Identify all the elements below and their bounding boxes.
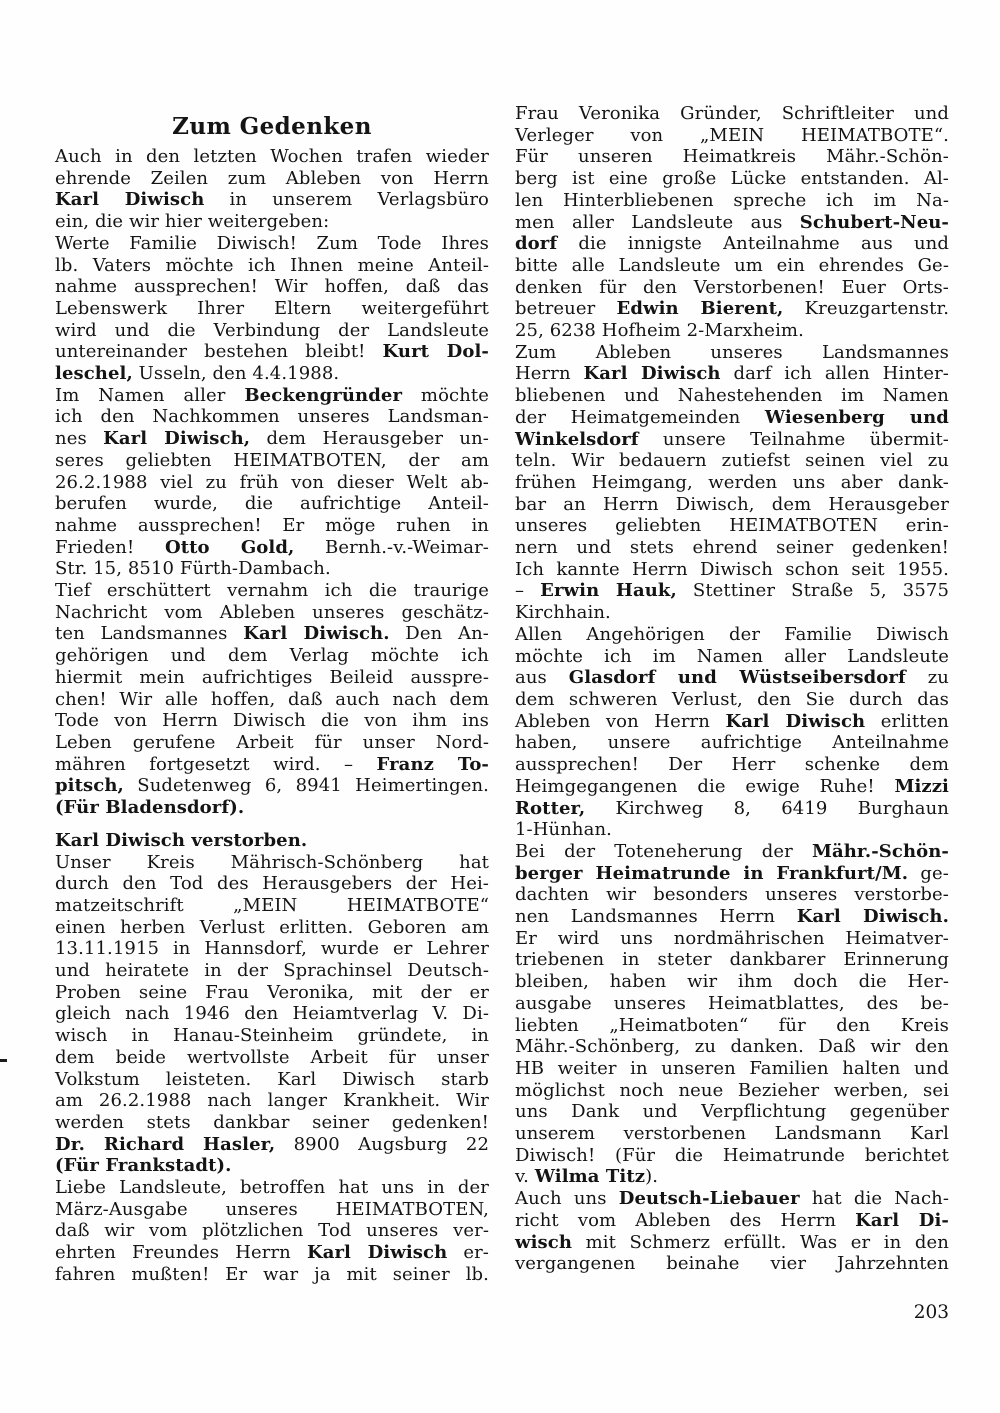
bold-text-run: Wilma Titz [534, 1166, 646, 1188]
text-run: Herrn [515, 363, 584, 385]
text-line [515, 429, 949, 451]
text-run: bar an Herrn Diwisch, dem Herausgeber [515, 493, 949, 515]
text-line [55, 537, 489, 559]
text-run: uns Dank und Verpflichtung gegenüber [515, 1101, 949, 1123]
text-line [515, 342, 949, 364]
bold-text-run: Karl Diwisch verstorben. [55, 829, 308, 851]
text-line [55, 1134, 489, 1156]
column-left [55, 112, 489, 1286]
text-line [515, 537, 949, 559]
text-line [55, 580, 489, 602]
text-run: nen Landsmannes Herrn [515, 906, 797, 928]
text-run: Auch in den letzten Wochen trafen wieder [55, 146, 489, 167]
text-run: Für unseren Heimatkreis Mähr.-Schön- [515, 146, 949, 168]
text-line [55, 1220, 489, 1242]
text-line [515, 949, 949, 971]
text-line [55, 830, 489, 852]
text-line [515, 1166, 949, 1188]
text-run: 8900 Augsburg 22 [275, 1133, 489, 1155]
text-line [55, 1264, 489, 1286]
bold-text-run: (Für Frankstadt). [55, 1155, 232, 1177]
text-run: aus [515, 667, 569, 689]
text-line [515, 559, 949, 581]
text-line [515, 1145, 949, 1167]
text-run: Stettiner Straße 5, 3575 [676, 580, 949, 602]
text-run: berg ist eine große Lücke entstanden. Al- [515, 168, 949, 190]
text-line [515, 776, 949, 798]
bold-text-run: Karl Diwisch. [796, 906, 949, 928]
text-run: dem beide wertvollste Arbeit für unser [55, 1046, 489, 1068]
text-line [515, 407, 949, 429]
text-line [515, 320, 949, 342]
text-run: Ableben von Herrn [515, 710, 726, 732]
article-subheading [55, 830, 489, 852]
text-run: fahren mußten! Er war ja mit seiner lb. [55, 1263, 489, 1285]
text-run: Tief erschüttert vernahm ich die traurige [55, 580, 489, 602]
paragraph [55, 233, 489, 385]
text-run: Ich kannte Herrn Diwisch schon seit 1955. [515, 558, 949, 580]
text-run: möchte ich im Namen aller Landsleute [515, 645, 949, 667]
text-line [55, 732, 489, 754]
text-line [55, 873, 489, 895]
text-run: – [515, 580, 541, 602]
text-line [55, 233, 489, 255]
text-line [55, 146, 489, 168]
text-run: ehrende Zeilen zum Ableben von Herrn [55, 167, 489, 189]
text-line [55, 558, 489, 580]
bold-text-run: Mizzi [894, 775, 949, 797]
text-run: unseres geliebten HEIMATBOTEN erin- [515, 515, 949, 537]
text-line [55, 1069, 489, 1091]
text-run: liebten „Heimatboten“ für den Kreis [515, 1014, 949, 1036]
text-run: untereinander bestehen bleibt! [55, 341, 383, 363]
text-run: Leben gerufene Arbeit für unser Nord- [55, 731, 489, 753]
bold-text-run: Rotter, [515, 797, 586, 819]
text-run: v. [515, 1166, 535, 1188]
bold-text-run: leschel, [55, 363, 133, 385]
text-run: Kreuzgartenstr. [783, 298, 950, 320]
text-line [515, 798, 949, 820]
text-run: durch den Tod des Herausgebers der Hei- [55, 873, 489, 895]
text-line [55, 960, 489, 982]
bold-text-run: Otto Gold, [164, 536, 295, 558]
text-line [515, 841, 949, 863]
scan-artifact-mark [0, 1059, 7, 1062]
bold-text-run: Glasdorf und Wüstseibersdorf [568, 667, 906, 689]
text-line [515, 819, 949, 841]
text-line [515, 1253, 949, 1275]
text-run: möglichst noch neue Bezieher werben, sei [515, 1079, 949, 1101]
text-line [55, 1155, 489, 1177]
bold-text-run: pitsch, [55, 775, 124, 797]
text-line [55, 895, 489, 917]
text-line [55, 276, 489, 298]
text-line [55, 754, 489, 776]
text-run: chen! Wir alle hoffen, daß auch nach dem [55, 688, 489, 710]
text-line [515, 494, 949, 516]
bold-text-run: Wiesenberg und [764, 406, 949, 428]
text-line [515, 580, 949, 602]
text-line [55, 255, 489, 277]
text-line [515, 711, 949, 733]
text-line [515, 298, 949, 320]
text-run: Bei der Toteneherung der [515, 840, 812, 862]
bold-text-run: Karl Diwisch [725, 710, 866, 732]
text-line [515, 928, 949, 950]
text-line [55, 450, 489, 472]
bold-text-run: Karl Diwisch. [243, 623, 390, 645]
text-line [55, 320, 489, 342]
text-run: triebenen in steter dankbarer Erinnerung [515, 949, 949, 971]
column-right [515, 103, 949, 1275]
text-run: Volkstum leisteten. Karl Diwisch starb [55, 1068, 489, 1090]
bold-text-run: Karl Diwisch [306, 1242, 448, 1264]
text-run: betreuer [515, 298, 617, 320]
text-run: die innigste Anteilnahme aus und [557, 233, 949, 255]
text-line [55, 689, 489, 711]
text-line [55, 168, 489, 190]
text-run: nern und stets ehrend seiner gedenken! [515, 537, 949, 559]
text-run: teln. Wir bedauern zutiefst seinen viel zu [515, 450, 949, 472]
text-line [515, 602, 949, 624]
text-line [55, 493, 489, 515]
text-run: nes [55, 428, 104, 450]
text-run: ge- [908, 862, 949, 884]
text-run: erlitten [865, 710, 950, 732]
text-run: bliebenen und Nahestehenden im Namen [515, 385, 949, 407]
text-line [515, 168, 949, 190]
text-run: dachten wir besonders unseres verstorbe- [515, 884, 949, 906]
text-run: vergangenen beinahe vier Jahrzehnten [515, 1253, 949, 1275]
text-line [515, 385, 949, 407]
text-line [55, 363, 489, 385]
text-run: mähren fortgesetzt wird. – [55, 753, 377, 775]
bold-text-run: Karl Diwisch, [103, 428, 251, 450]
text-run: Tode von Herrn Diwisch die von ihm ins [55, 710, 489, 732]
text-run: nahme aussprechen! Wir hoffen, daß das [55, 276, 489, 298]
text-run: bitte alle Landsleute um ein ehrendes Ge- [515, 254, 949, 276]
text-run: Lebenswerk Ihrer Eltern weitergeführt [55, 297, 489, 319]
text-line [515, 1123, 949, 1145]
text-run: Heimgegangenen die ewige Ruhe! [515, 775, 895, 797]
text-run: seres geliebten HEIMATBOTEN, der am [55, 449, 489, 471]
bold-text-run: (Für Bladensdorf). [55, 797, 245, 819]
text-line [515, 363, 949, 385]
text-line [55, 1199, 489, 1221]
text-run: Proben seine Frau Veronika, mit der er [55, 981, 489, 1003]
bold-text-run: Karl Diwisch [583, 363, 721, 385]
text-line [515, 472, 949, 494]
text-line [515, 863, 949, 885]
text-line [55, 341, 489, 363]
text-run: 1-Hünhan. [515, 819, 612, 841]
text-line [55, 797, 489, 819]
text-run: Werte Familie Diwisch! Zum Tode Ihres [55, 232, 489, 254]
text-run: richt vom Ableben des Herrn [515, 1209, 856, 1231]
text-line [55, 428, 489, 450]
text-run: ten Landsmannes [55, 623, 244, 645]
text-run: einen herben Verlust erlitten. Geboren am [55, 916, 489, 938]
text-line [515, 1036, 949, 1058]
text-run: wird und die Verbindung der Landsleute [55, 319, 489, 341]
paragraph [55, 385, 489, 580]
text-run: dem schweren Verlust, den Sie durch das [515, 688, 949, 710]
text-line [55, 1242, 489, 1264]
text-line [515, 646, 949, 668]
text-line [515, 277, 949, 299]
paragraph [515, 103, 949, 342]
text-run: werden stets dankbar seiner gedenken! [55, 1111, 489, 1133]
text-run: gehörigen und dem Verlag möchte ich [55, 645, 489, 667]
text-run: daß wir vom plötzlichen Tod unseres ver- [55, 1220, 489, 1242]
text-run: und heiratete in der Sprachinsel Deutsch- [55, 960, 489, 982]
text-run: 26.2.1988 viel zu früh von dieser Welt ab- [55, 471, 489, 493]
text-line [55, 211, 489, 233]
paragraph [515, 624, 949, 841]
text-run: Kirchhain. [515, 602, 611, 624]
text-run: ). [645, 1166, 659, 1188]
text-line [55, 1177, 489, 1199]
paragraph [515, 841, 949, 1188]
bold-text-run: Beckengründer [244, 384, 403, 406]
text-line [515, 1015, 949, 1037]
text-line [515, 450, 949, 472]
text-line [55, 710, 489, 732]
text-line [55, 472, 489, 494]
text-line [515, 1080, 949, 1102]
text-run: Unser Kreis Mährisch-Schönberg hat [55, 851, 489, 873]
text-run: Nachricht vom Ableben unseres geschätz- [55, 601, 489, 623]
text-line [55, 623, 489, 645]
text-run: Usseln, den 4.4.1988. [132, 363, 340, 385]
text-line [515, 732, 949, 754]
text-run: ich den Nachkommen unseres Landsman- [55, 406, 489, 428]
text-line [515, 993, 949, 1015]
bold-text-run: Karl Di- [855, 1209, 949, 1231]
text-line [55, 982, 489, 1004]
text-run: Frau Veronika Gründer, Schriftleiter und [515, 103, 949, 124]
text-run: dem Herausgeber un- [250, 428, 489, 450]
text-run: am 26.2.1988 nach langer Krankheit. Wir [55, 1090, 489, 1112]
text-line [515, 103, 949, 125]
text-line [55, 667, 489, 689]
text-run: Mähr.-Schönberg, zu danken. Daß wir den [515, 1036, 949, 1058]
text-line [515, 1101, 949, 1123]
text-run: Zum Ableben unseres Landsmannes [515, 341, 949, 363]
bold-text-run: Deutsch-Liebauer [618, 1188, 800, 1210]
text-run: unsere Teilnahme übermit- [638, 428, 949, 450]
text-line [515, 212, 949, 234]
bold-text-run: wisch [515, 1231, 573, 1253]
text-run: darf ich allen Hinter- [720, 363, 949, 385]
text-run: in unserem Verlagsbüro [204, 189, 489, 211]
bold-text-run: Edwin Bierent, [616, 298, 784, 320]
text-line [515, 125, 949, 147]
text-run: Auch uns [515, 1188, 619, 1210]
text-line [515, 667, 949, 689]
text-run: Allen Angehörigen der Familie Diwisch [515, 623, 949, 645]
text-line [515, 1232, 949, 1254]
text-run: len Hinterbliebenen spreche ich im Na- [515, 189, 949, 211]
text-run: hiermit mein aufrichtiges Beileid ausspre- [55, 666, 489, 688]
text-run: Den An- [389, 623, 489, 645]
text-run: Verleger von „MEIN HEIMATBOTE“. [515, 124, 949, 146]
text-run: Frieden! [55, 536, 165, 558]
text-run: bleiben, haben wir ihm doch die Her- [515, 971, 949, 993]
text-line [55, 112, 489, 142]
text-line [55, 1112, 489, 1134]
text-run: Kirchweg 8, 6419 Burghaun [585, 797, 949, 819]
text-run: lb. Vaters möchte ich Ihnen meine Anteil- [55, 254, 489, 276]
bold-text-run: Erwin Hauk, [540, 580, 677, 602]
text-run: frühen Heimgang, werden uns aber dank- [515, 471, 949, 493]
text-run: Zum Gedenken [172, 113, 372, 140]
text-run: 13.11.1915 in Hannsdorf, wurde er Lehrer [55, 938, 489, 960]
text-run: Im Namen aller [55, 384, 245, 406]
text-line [515, 971, 949, 993]
text-run: Bernh.-v.-Weimar- [294, 536, 489, 558]
text-run: unserem verstorbenen Landsmann Karl [515, 1123, 949, 1145]
text-line [55, 298, 489, 320]
bold-text-run: Mähr.-Schön- [811, 840, 949, 862]
text-run: März-Ausgabe unseres HEIMATBOTEN, [55, 1198, 489, 1220]
text-line [55, 1090, 489, 1112]
bold-text-run: Kurt Dol- [382, 341, 489, 363]
text-line [55, 1047, 489, 1069]
text-line [515, 255, 949, 277]
text-line [515, 146, 949, 168]
bold-text-run: Dr. Richard Hasler, [55, 1133, 276, 1155]
text-run: möchte [402, 384, 489, 406]
bold-text-run: Winkelsdorf [515, 428, 639, 450]
paragraph [55, 852, 489, 1178]
text-line [55, 1003, 489, 1025]
text-run: 25, 6238 Hofheim 2-Marxheim. [515, 320, 804, 342]
text-run: Diwisch! (Für die Heimatrunde berichtet [515, 1144, 949, 1166]
memorial-heading [55, 112, 489, 142]
text-line [515, 689, 949, 711]
text-run: HB weiter in unseren Familien halten und [515, 1057, 949, 1079]
text-run: ehrten Freundes Herrn [55, 1242, 307, 1264]
text-line [55, 775, 489, 797]
bold-text-run: Franz To- [376, 753, 490, 775]
text-run: men aller Landsleute aus [515, 211, 800, 233]
paragraph [515, 1188, 949, 1275]
text-line [55, 852, 489, 874]
page-number: 203 [913, 1302, 949, 1323]
text-run: matzeitschrift „MEIN HEIMATBOTE“ [55, 894, 489, 916]
bold-text-run: Karl Diwisch [55, 189, 205, 211]
text-run: er- [447, 1242, 489, 1264]
text-run: Liebe Landsleute, betroffen hat uns in der [55, 1177, 489, 1199]
text-line [55, 938, 489, 960]
text-line [55, 385, 489, 407]
text-line [515, 1058, 949, 1080]
text-run: ein, die wir hier weitergeben: [55, 211, 330, 233]
bold-text-run: berger Heimatrunde in Frankfurt/M. [515, 862, 909, 884]
text-run: berufen wurde, die aufrichtige Anteil- [55, 493, 489, 515]
text-run: aussprechen! Der Herr schenke dem [515, 754, 949, 776]
text-run: Er wird uns nordmährischen Heimatver- [515, 927, 949, 949]
text-run: denken für den Verstorbenen! Euer Orts- [515, 276, 949, 298]
text-run: der Heimatgemeinden [515, 406, 765, 428]
text-line [515, 754, 949, 776]
text-line [515, 515, 949, 537]
text-run: nahme aussprechen! Er möge ruhen in [55, 514, 489, 536]
text-run: gleich nach 1946 den Heiamtverlag V. Di- [55, 1003, 489, 1025]
text-run: wisch in Hanau-Steinheim gründete, in [55, 1025, 489, 1047]
text-run: haben, unsere aufrichtige Anteilnahme [515, 732, 949, 754]
text-line [55, 645, 489, 667]
text-line [515, 1188, 949, 1210]
text-run: Sudetenweg 6, 8941 Heimertingen. [123, 775, 489, 797]
text-line [55, 917, 489, 939]
text-run: hat die Nach- [799, 1188, 949, 1210]
text-line [515, 190, 949, 212]
text-line [55, 406, 489, 428]
text-run: mit Schmerz erfüllt. Was er in den [572, 1231, 949, 1253]
text-line [55, 515, 489, 537]
text-run: zu [905, 667, 949, 689]
text-line [515, 906, 949, 928]
paragraph [515, 342, 949, 624]
paragraph [55, 146, 489, 233]
text-line [515, 1210, 949, 1232]
text-line [55, 602, 489, 624]
text-line [515, 884, 949, 906]
text-line [515, 233, 949, 255]
paragraph [55, 1177, 489, 1286]
text-run: ausgabe unseres Heimatblattes, des be- [515, 992, 949, 1014]
bold-text-run: Schubert-Neu- [799, 211, 949, 233]
paragraph [55, 580, 489, 819]
text-line [55, 189, 489, 211]
text-run: Str. 15, 8510 Fürth-Dambach. [55, 558, 331, 580]
text-line [515, 624, 949, 646]
text-line [55, 1025, 489, 1047]
bold-text-run: dorf [515, 233, 558, 255]
